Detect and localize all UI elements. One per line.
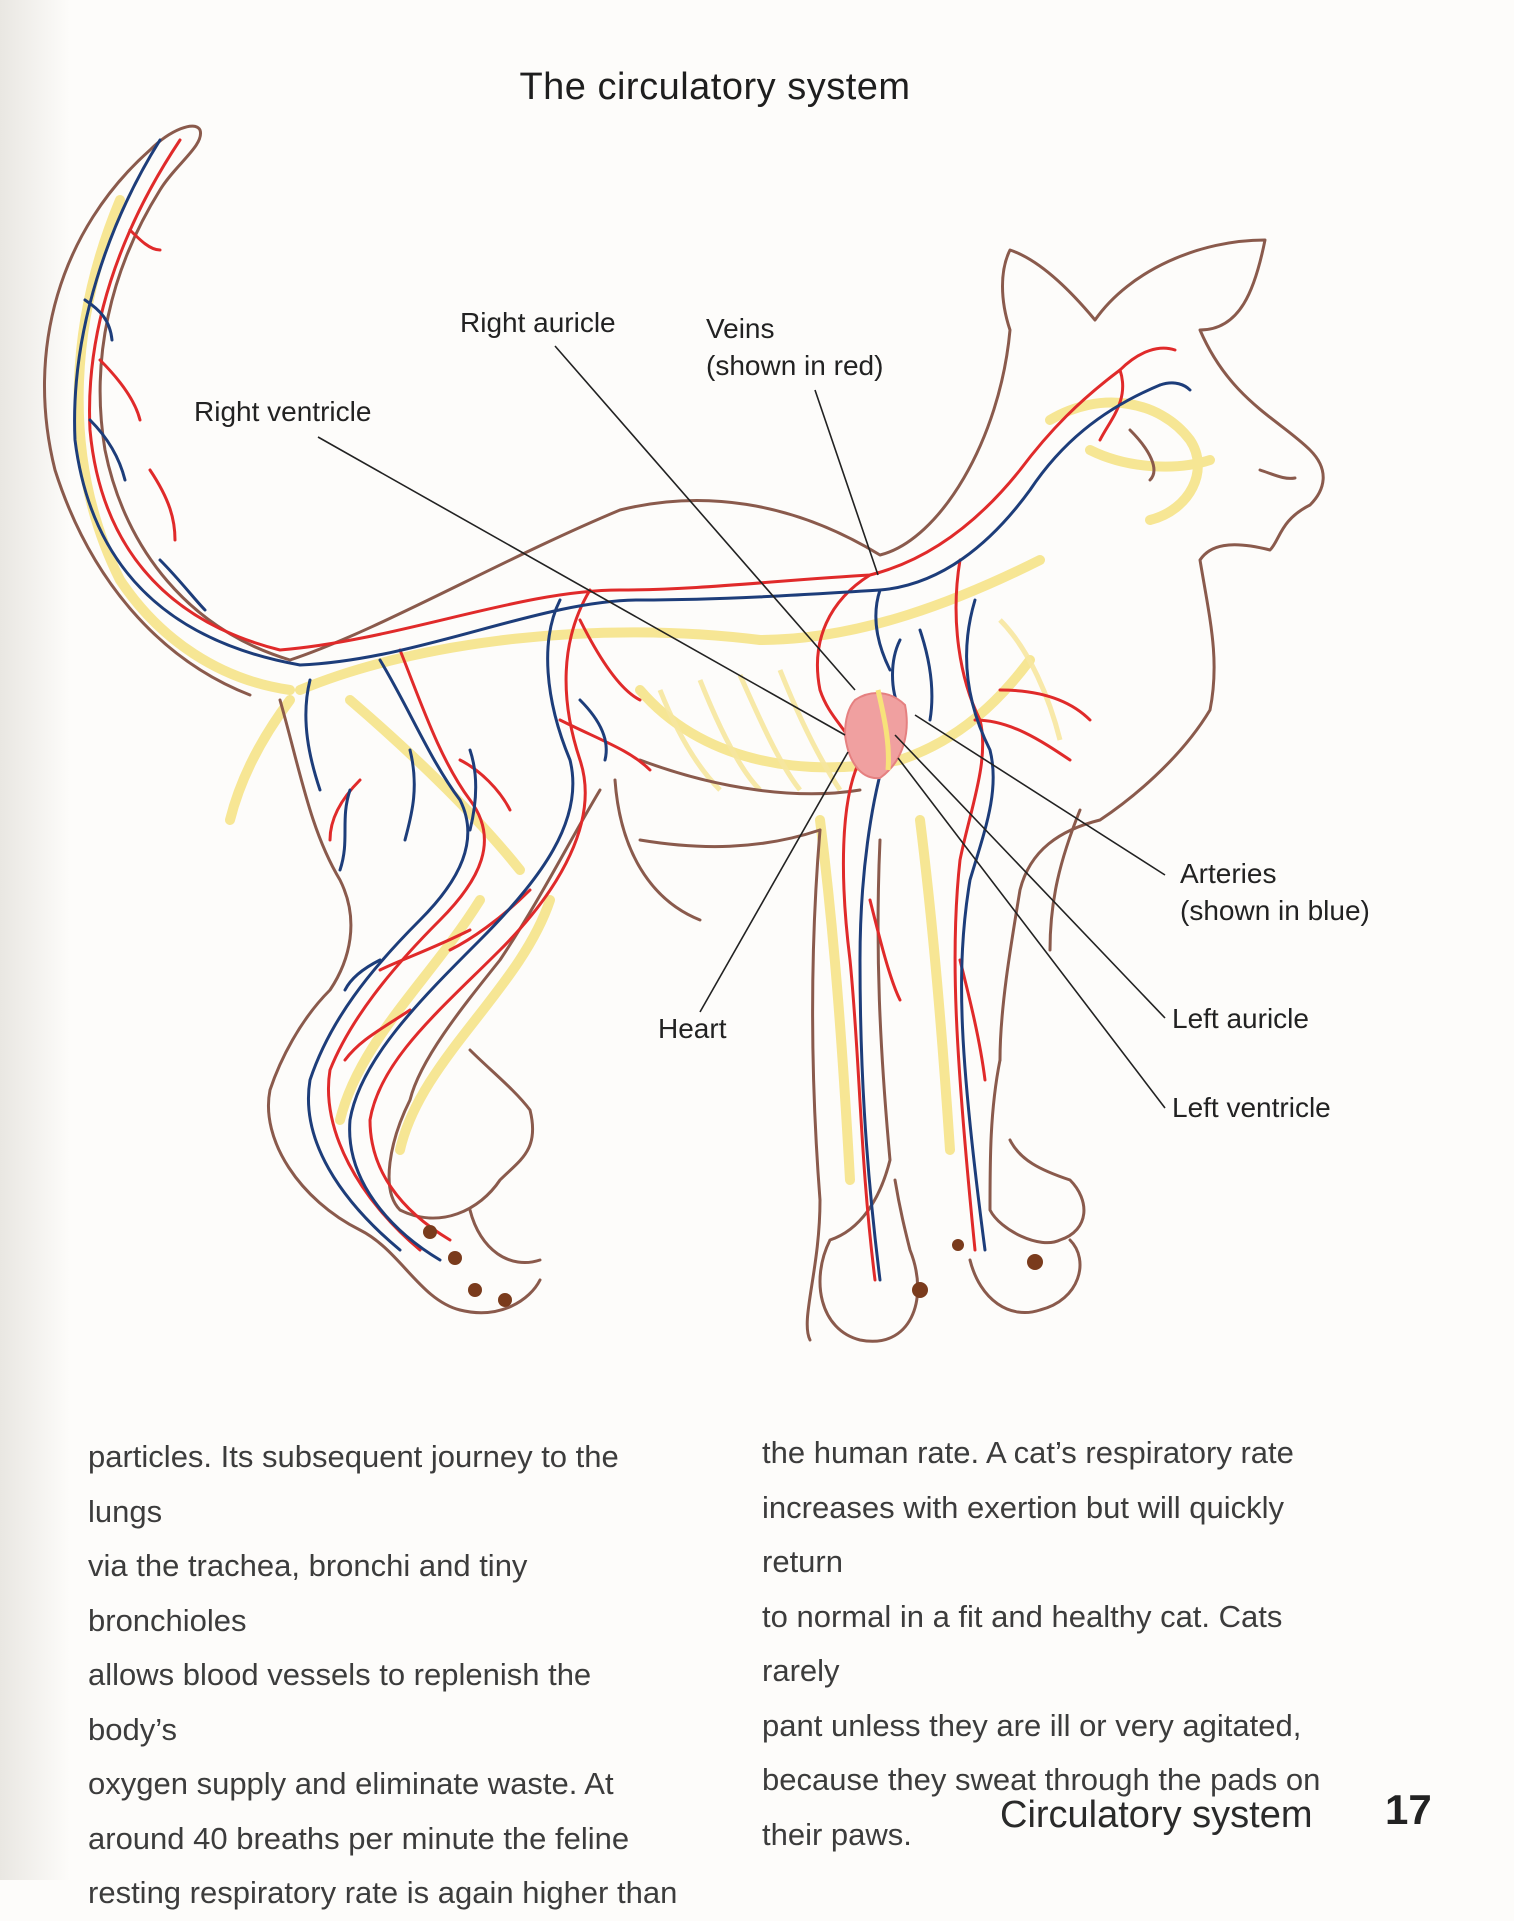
label-veins-line1: Veins <box>706 313 775 344</box>
body-text-left-column <box>88 1430 688 1921</box>
label-heart: Heart <box>658 1013 727 1044</box>
arteries-network <box>75 140 1190 1280</box>
body-text-line: oxygen supply and eliminate waste. At <box>88 1766 614 1801</box>
body-text-line: resting respiratory rate is again higher than <box>88 1875 678 1910</box>
paw-claws <box>423 1225 1043 1307</box>
label-right-auricle: Right auricle <box>460 307 616 338</box>
veins-network <box>90 140 1175 1280</box>
label-arteries-line2: (shown in blue) <box>1180 895 1370 926</box>
label-leader-lines <box>318 346 1165 1108</box>
body-text-line: via the trachea, bronchi and tiny bronchioles <box>88 1548 528 1638</box>
label-veins-line2: (shown in red) <box>706 350 884 381</box>
page-number: 17 <box>1385 1786 1432 1833</box>
label-veins <box>706 310 883 384</box>
label-arteries-line1: Arteries <box>1180 858 1277 889</box>
label-arteries <box>1180 855 1370 929</box>
label-left-ventricle: Left ventricle <box>1172 1092 1331 1123</box>
body-text-line: allows blood vessels to replenish the body’s <box>88 1657 592 1747</box>
body-text-line: particles. Its subsequent journey to the lungs <box>88 1439 619 1529</box>
body-text-line: increases with exertion but will quickly return <box>762 1489 1285 1579</box>
body-text-line: around 40 breaths per minute the feline <box>88 1820 630 1856</box>
body-text-line: pant unless they are ill or very agitated, <box>762 1707 1302 1743</box>
label-left-auricle: Left auricle <box>1172 1003 1309 1034</box>
body-text-line: to normal in a fit and healthy cat. Cats rarely <box>762 1598 1283 1688</box>
skeleton-illustration <box>79 200 1210 1180</box>
running-footer-title: Circulatory system <box>1000 1794 1313 1836</box>
page-title: The circulatory system <box>519 66 911 108</box>
body-text-line: their paws. <box>762 1816 912 1852</box>
label-right-ventricle: Right ventricle <box>194 396 372 427</box>
body-text-line: the human rate. A cat’s respiratory rate <box>762 1435 1294 1470</box>
body-text-line: because they sweat through the pads on <box>762 1762 1321 1797</box>
